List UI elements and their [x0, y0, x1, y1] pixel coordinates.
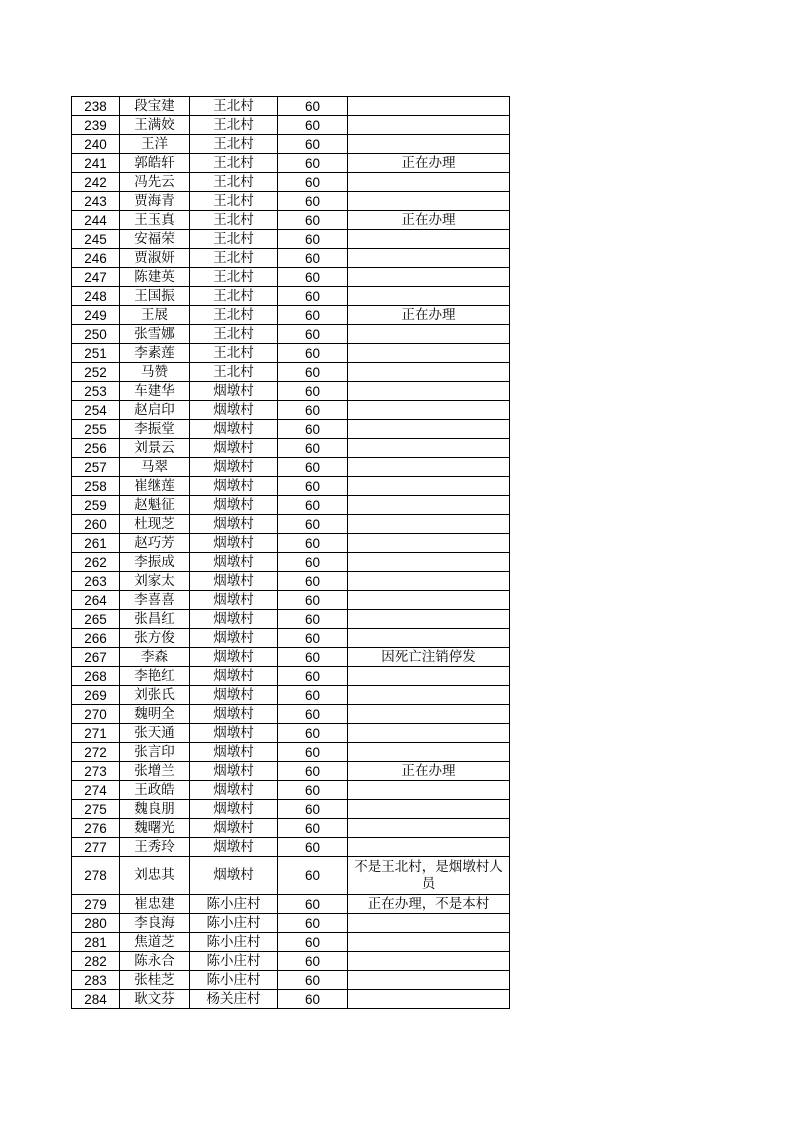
name-cell: 王政皓	[120, 781, 190, 800]
row-number-cell: 239	[72, 116, 120, 135]
amount-cell: 60	[278, 135, 348, 154]
row-number-cell: 267	[72, 648, 120, 667]
amount-cell: 60	[278, 857, 348, 895]
row-number-cell: 273	[72, 762, 120, 781]
table-row	[72, 230, 510, 249]
amount-cell: 60	[278, 705, 348, 724]
note-cell	[348, 268, 510, 287]
table-row	[72, 496, 510, 515]
name-cell: 李森	[120, 648, 190, 667]
note-cell	[348, 401, 510, 420]
row-number-cell: 266	[72, 629, 120, 648]
row-number-cell: 262	[72, 553, 120, 572]
row-number-cell: 243	[72, 192, 120, 211]
village-cell: 陈小庄村	[190, 933, 278, 952]
note-cell	[348, 781, 510, 800]
amount-cell: 60	[278, 173, 348, 192]
name-cell: 崔忠建	[120, 895, 190, 914]
village-cell: 王北村	[190, 230, 278, 249]
name-cell: 王秀玲	[120, 838, 190, 857]
amount-cell: 60	[278, 363, 348, 382]
name-cell: 张桂芝	[120, 971, 190, 990]
village-cell: 王北村	[190, 116, 278, 135]
note-cell	[348, 629, 510, 648]
name-cell: 张增兰	[120, 762, 190, 781]
table-row	[72, 553, 510, 572]
amount-cell: 60	[278, 838, 348, 857]
village-cell: 烟墩村	[190, 743, 278, 762]
table-row	[72, 591, 510, 610]
note-cell: 正在办理，不是本村	[348, 895, 510, 914]
row-number-cell: 254	[72, 401, 120, 420]
name-cell: 李喜喜	[120, 591, 190, 610]
amount-cell: 60	[278, 496, 348, 515]
village-cell: 陈小庄村	[190, 914, 278, 933]
name-cell: 崔继莲	[120, 477, 190, 496]
note-cell	[348, 325, 510, 344]
name-cell: 张言印	[120, 743, 190, 762]
amount-cell: 60	[278, 629, 348, 648]
name-cell: 张天通	[120, 724, 190, 743]
note-cell	[348, 420, 510, 439]
row-number-cell: 256	[72, 439, 120, 458]
name-cell: 王洋	[120, 135, 190, 154]
amount-cell: 60	[278, 743, 348, 762]
table-row	[72, 705, 510, 724]
amount-cell: 60	[278, 458, 348, 477]
name-cell: 王展	[120, 306, 190, 325]
village-cell: 王北村	[190, 344, 278, 363]
table-row	[72, 287, 510, 306]
name-cell: 魏明全	[120, 705, 190, 724]
table-row	[72, 382, 510, 401]
amount-cell: 60	[278, 515, 348, 534]
row-number-cell: 276	[72, 819, 120, 838]
note-cell: 正在办理	[348, 762, 510, 781]
amount-cell: 60	[278, 591, 348, 610]
village-cell: 杨关庄村	[190, 990, 278, 1009]
note-cell	[348, 477, 510, 496]
village-cell: 烟墩村	[190, 781, 278, 800]
note-cell	[348, 990, 510, 1009]
village-cell: 烟墩村	[190, 648, 278, 667]
amount-cell: 60	[278, 572, 348, 591]
table-row	[72, 268, 510, 287]
table-row	[72, 648, 510, 667]
name-cell: 张方俊	[120, 629, 190, 648]
village-cell: 烟墩村	[190, 458, 278, 477]
name-cell: 王国振	[120, 287, 190, 306]
amount-cell: 60	[278, 952, 348, 971]
row-number-cell: 265	[72, 610, 120, 629]
village-cell: 王北村	[190, 97, 278, 116]
note-cell	[348, 135, 510, 154]
name-cell: 李良海	[120, 914, 190, 933]
row-number-cell: 272	[72, 743, 120, 762]
name-cell: 李艳红	[120, 667, 190, 686]
row-number-cell: 257	[72, 458, 120, 477]
table-row	[72, 325, 510, 344]
name-cell: 刘家太	[120, 572, 190, 591]
table-row	[72, 895, 510, 914]
village-cell: 烟墩村	[190, 420, 278, 439]
village-cell: 烟墩村	[190, 838, 278, 857]
village-cell: 王北村	[190, 268, 278, 287]
village-cell: 烟墩村	[190, 705, 278, 724]
note-cell	[348, 363, 510, 382]
table-row	[72, 439, 510, 458]
row-number-cell: 274	[72, 781, 120, 800]
village-cell: 王北村	[190, 325, 278, 344]
row-number-cell: 246	[72, 249, 120, 268]
row-number-cell: 282	[72, 952, 120, 971]
amount-cell: 60	[278, 154, 348, 173]
name-cell: 刘忠其	[120, 857, 190, 895]
row-number-cell: 251	[72, 344, 120, 363]
note-cell	[348, 933, 510, 952]
row-number-cell: 268	[72, 667, 120, 686]
amount-cell: 60	[278, 648, 348, 667]
name-cell: 张雪娜	[120, 325, 190, 344]
village-cell: 王北村	[190, 306, 278, 325]
village-cell: 烟墩村	[190, 819, 278, 838]
table-row	[72, 534, 510, 553]
table-row	[72, 97, 510, 116]
name-cell: 赵启印	[120, 401, 190, 420]
village-cell: 烟墩村	[190, 534, 278, 553]
note-cell	[348, 667, 510, 686]
note-cell	[348, 686, 510, 705]
name-cell: 王玉真	[120, 211, 190, 230]
name-cell: 安福荣	[120, 230, 190, 249]
note-cell	[348, 724, 510, 743]
table-row	[72, 572, 510, 591]
row-number-cell: 269	[72, 686, 120, 705]
amount-cell: 60	[278, 268, 348, 287]
amount-cell: 60	[278, 439, 348, 458]
amount-cell: 60	[278, 914, 348, 933]
village-cell: 烟墩村	[190, 477, 278, 496]
note-cell	[348, 173, 510, 192]
row-number-cell: 253	[72, 382, 120, 401]
row-number-cell: 271	[72, 724, 120, 743]
row-number-cell: 278	[72, 857, 120, 895]
table-row	[72, 819, 510, 838]
village-cell: 王北村	[190, 135, 278, 154]
name-cell: 魏良朋	[120, 800, 190, 819]
village-cell: 烟墩村	[190, 496, 278, 515]
name-cell: 杜现芝	[120, 515, 190, 534]
village-cell: 烟墩村	[190, 762, 278, 781]
table-row	[72, 686, 510, 705]
amount-cell: 60	[278, 401, 348, 420]
table-row	[72, 762, 510, 781]
name-cell: 张昌红	[120, 610, 190, 629]
row-number-cell: 240	[72, 135, 120, 154]
table-row	[72, 838, 510, 857]
village-cell: 烟墩村	[190, 439, 278, 458]
amount-cell: 60	[278, 971, 348, 990]
amount-cell: 60	[278, 325, 348, 344]
table-row	[72, 458, 510, 477]
table-row	[72, 933, 510, 952]
table-row	[72, 116, 510, 135]
name-cell: 陈建英	[120, 268, 190, 287]
village-cell: 烟墩村	[190, 724, 278, 743]
note-cell	[348, 439, 510, 458]
note-cell: 因死亡注销停发	[348, 648, 510, 667]
name-cell: 刘张氏	[120, 686, 190, 705]
amount-cell: 60	[278, 287, 348, 306]
note-cell	[348, 819, 510, 838]
village-cell: 烟墩村	[190, 686, 278, 705]
note-cell	[348, 610, 510, 629]
table-row	[72, 135, 510, 154]
table-row	[72, 667, 510, 686]
name-cell: 李振成	[120, 553, 190, 572]
amount-cell: 60	[278, 249, 348, 268]
name-cell: 马赞	[120, 363, 190, 382]
row-number-cell: 258	[72, 477, 120, 496]
row-number-cell: 238	[72, 97, 120, 116]
name-cell: 焦道芝	[120, 933, 190, 952]
note-cell	[348, 192, 510, 211]
table-row	[72, 952, 510, 971]
amount-cell: 60	[278, 382, 348, 401]
amount-cell: 60	[278, 306, 348, 325]
amount-cell: 60	[278, 819, 348, 838]
row-number-cell: 261	[72, 534, 120, 553]
village-cell: 烟墩村	[190, 591, 278, 610]
row-number-cell: 241	[72, 154, 120, 173]
amount-cell: 60	[278, 553, 348, 572]
table-row	[72, 743, 510, 762]
amount-cell: 60	[278, 895, 348, 914]
table-row	[72, 401, 510, 420]
village-cell: 烟墩村	[190, 515, 278, 534]
table-row	[72, 477, 510, 496]
village-cell: 烟墩村	[190, 610, 278, 629]
table-row	[72, 249, 510, 268]
note-cell	[348, 496, 510, 515]
village-cell: 烟墩村	[190, 800, 278, 819]
name-cell: 马翠	[120, 458, 190, 477]
note-cell	[348, 572, 510, 591]
village-cell: 烟墩村	[190, 382, 278, 401]
row-number-cell: 250	[72, 325, 120, 344]
amount-cell: 60	[278, 933, 348, 952]
name-cell: 郭皓轩	[120, 154, 190, 173]
row-number-cell: 242	[72, 173, 120, 192]
table-row	[72, 173, 510, 192]
village-cell: 陈小庄村	[190, 971, 278, 990]
note-cell: 正在办理	[348, 306, 510, 325]
note-cell	[348, 952, 510, 971]
note-cell	[348, 287, 510, 306]
note-cell: 正在办理	[348, 211, 510, 230]
table-row	[72, 192, 510, 211]
name-cell: 魏曙光	[120, 819, 190, 838]
note-cell	[348, 382, 510, 401]
row-number-cell: 281	[72, 933, 120, 952]
table-row	[72, 610, 510, 629]
note-cell	[348, 97, 510, 116]
amount-cell: 60	[278, 800, 348, 819]
row-number-cell: 260	[72, 515, 120, 534]
village-cell: 王北村	[190, 173, 278, 192]
amount-cell: 60	[278, 477, 348, 496]
note-cell	[348, 116, 510, 135]
name-cell: 耿文芬	[120, 990, 190, 1009]
name-cell: 冯先云	[120, 173, 190, 192]
table-row	[72, 724, 510, 743]
note-cell	[348, 249, 510, 268]
amount-cell: 60	[278, 686, 348, 705]
note-cell	[348, 838, 510, 857]
note-cell: 不是王北村，是烟墩村人员	[348, 857, 510, 895]
table-row	[72, 154, 510, 173]
row-number-cell: 270	[72, 705, 120, 724]
name-cell: 王满姣	[120, 116, 190, 135]
village-cell: 烟墩村	[190, 572, 278, 591]
note-cell	[348, 971, 510, 990]
name-cell: 贾海青	[120, 192, 190, 211]
row-number-cell: 279	[72, 895, 120, 914]
name-cell: 赵魁征	[120, 496, 190, 515]
village-cell: 王北村	[190, 249, 278, 268]
note-cell	[348, 344, 510, 363]
row-number-cell: 259	[72, 496, 120, 515]
village-cell: 王北村	[190, 287, 278, 306]
row-number-cell: 252	[72, 363, 120, 382]
village-cell: 烟墩村	[190, 401, 278, 420]
village-cell: 王北村	[190, 154, 278, 173]
note-cell	[348, 914, 510, 933]
amount-cell: 60	[278, 990, 348, 1009]
row-number-cell: 280	[72, 914, 120, 933]
row-number-cell: 275	[72, 800, 120, 819]
amount-cell: 60	[278, 344, 348, 363]
row-number-cell: 255	[72, 420, 120, 439]
note-cell	[348, 534, 510, 553]
amount-cell: 60	[278, 667, 348, 686]
amount-cell: 60	[278, 192, 348, 211]
name-cell: 陈永合	[120, 952, 190, 971]
record-table-body	[72, 97, 510, 1009]
note-cell	[348, 743, 510, 762]
row-number-cell: 248	[72, 287, 120, 306]
amount-cell: 60	[278, 420, 348, 439]
village-cell: 王北村	[190, 363, 278, 382]
note-cell	[348, 800, 510, 819]
note-cell: 正在办理	[348, 154, 510, 173]
table-row	[72, 344, 510, 363]
note-cell	[348, 705, 510, 724]
village-cell: 烟墩村	[190, 553, 278, 572]
village-cell: 王北村	[190, 192, 278, 211]
amount-cell: 60	[278, 781, 348, 800]
village-cell: 烟墩村	[190, 857, 278, 895]
table-row	[72, 363, 510, 382]
name-cell: 赵巧芳	[120, 534, 190, 553]
row-number-cell: 245	[72, 230, 120, 249]
table-row	[72, 914, 510, 933]
row-number-cell: 283	[72, 971, 120, 990]
row-number-cell: 264	[72, 591, 120, 610]
table-row	[72, 211, 510, 230]
village-cell: 陈小庄村	[190, 895, 278, 914]
name-cell: 车建华	[120, 382, 190, 401]
note-cell	[348, 515, 510, 534]
village-cell: 陈小庄村	[190, 952, 278, 971]
record-table	[71, 96, 510, 1009]
table-row	[72, 857, 510, 895]
amount-cell: 60	[278, 230, 348, 249]
note-cell	[348, 553, 510, 572]
name-cell: 刘景云	[120, 439, 190, 458]
table-row	[72, 420, 510, 439]
amount-cell: 60	[278, 534, 348, 553]
row-number-cell: 247	[72, 268, 120, 287]
row-number-cell: 284	[72, 990, 120, 1009]
village-cell: 烟墩村	[190, 629, 278, 648]
amount-cell: 60	[278, 97, 348, 116]
village-cell: 王北村	[190, 211, 278, 230]
amount-cell: 60	[278, 211, 348, 230]
note-cell	[348, 230, 510, 249]
table-row	[72, 990, 510, 1009]
name-cell: 贾淑妍	[120, 249, 190, 268]
row-number-cell: 249	[72, 306, 120, 325]
amount-cell: 60	[278, 116, 348, 135]
village-cell: 烟墩村	[190, 667, 278, 686]
amount-cell: 60	[278, 610, 348, 629]
table-row	[72, 629, 510, 648]
name-cell: 李素莲	[120, 344, 190, 363]
table-row	[72, 515, 510, 534]
row-number-cell: 244	[72, 211, 120, 230]
amount-cell: 60	[278, 724, 348, 743]
row-number-cell: 277	[72, 838, 120, 857]
table-row	[72, 971, 510, 990]
note-cell	[348, 458, 510, 477]
row-number-cell: 263	[72, 572, 120, 591]
table-row	[72, 781, 510, 800]
note-cell	[348, 591, 510, 610]
name-cell: 李振堂	[120, 420, 190, 439]
table-row	[72, 800, 510, 819]
name-cell: 段宝建	[120, 97, 190, 116]
amount-cell: 60	[278, 762, 348, 781]
table-row	[72, 306, 510, 325]
